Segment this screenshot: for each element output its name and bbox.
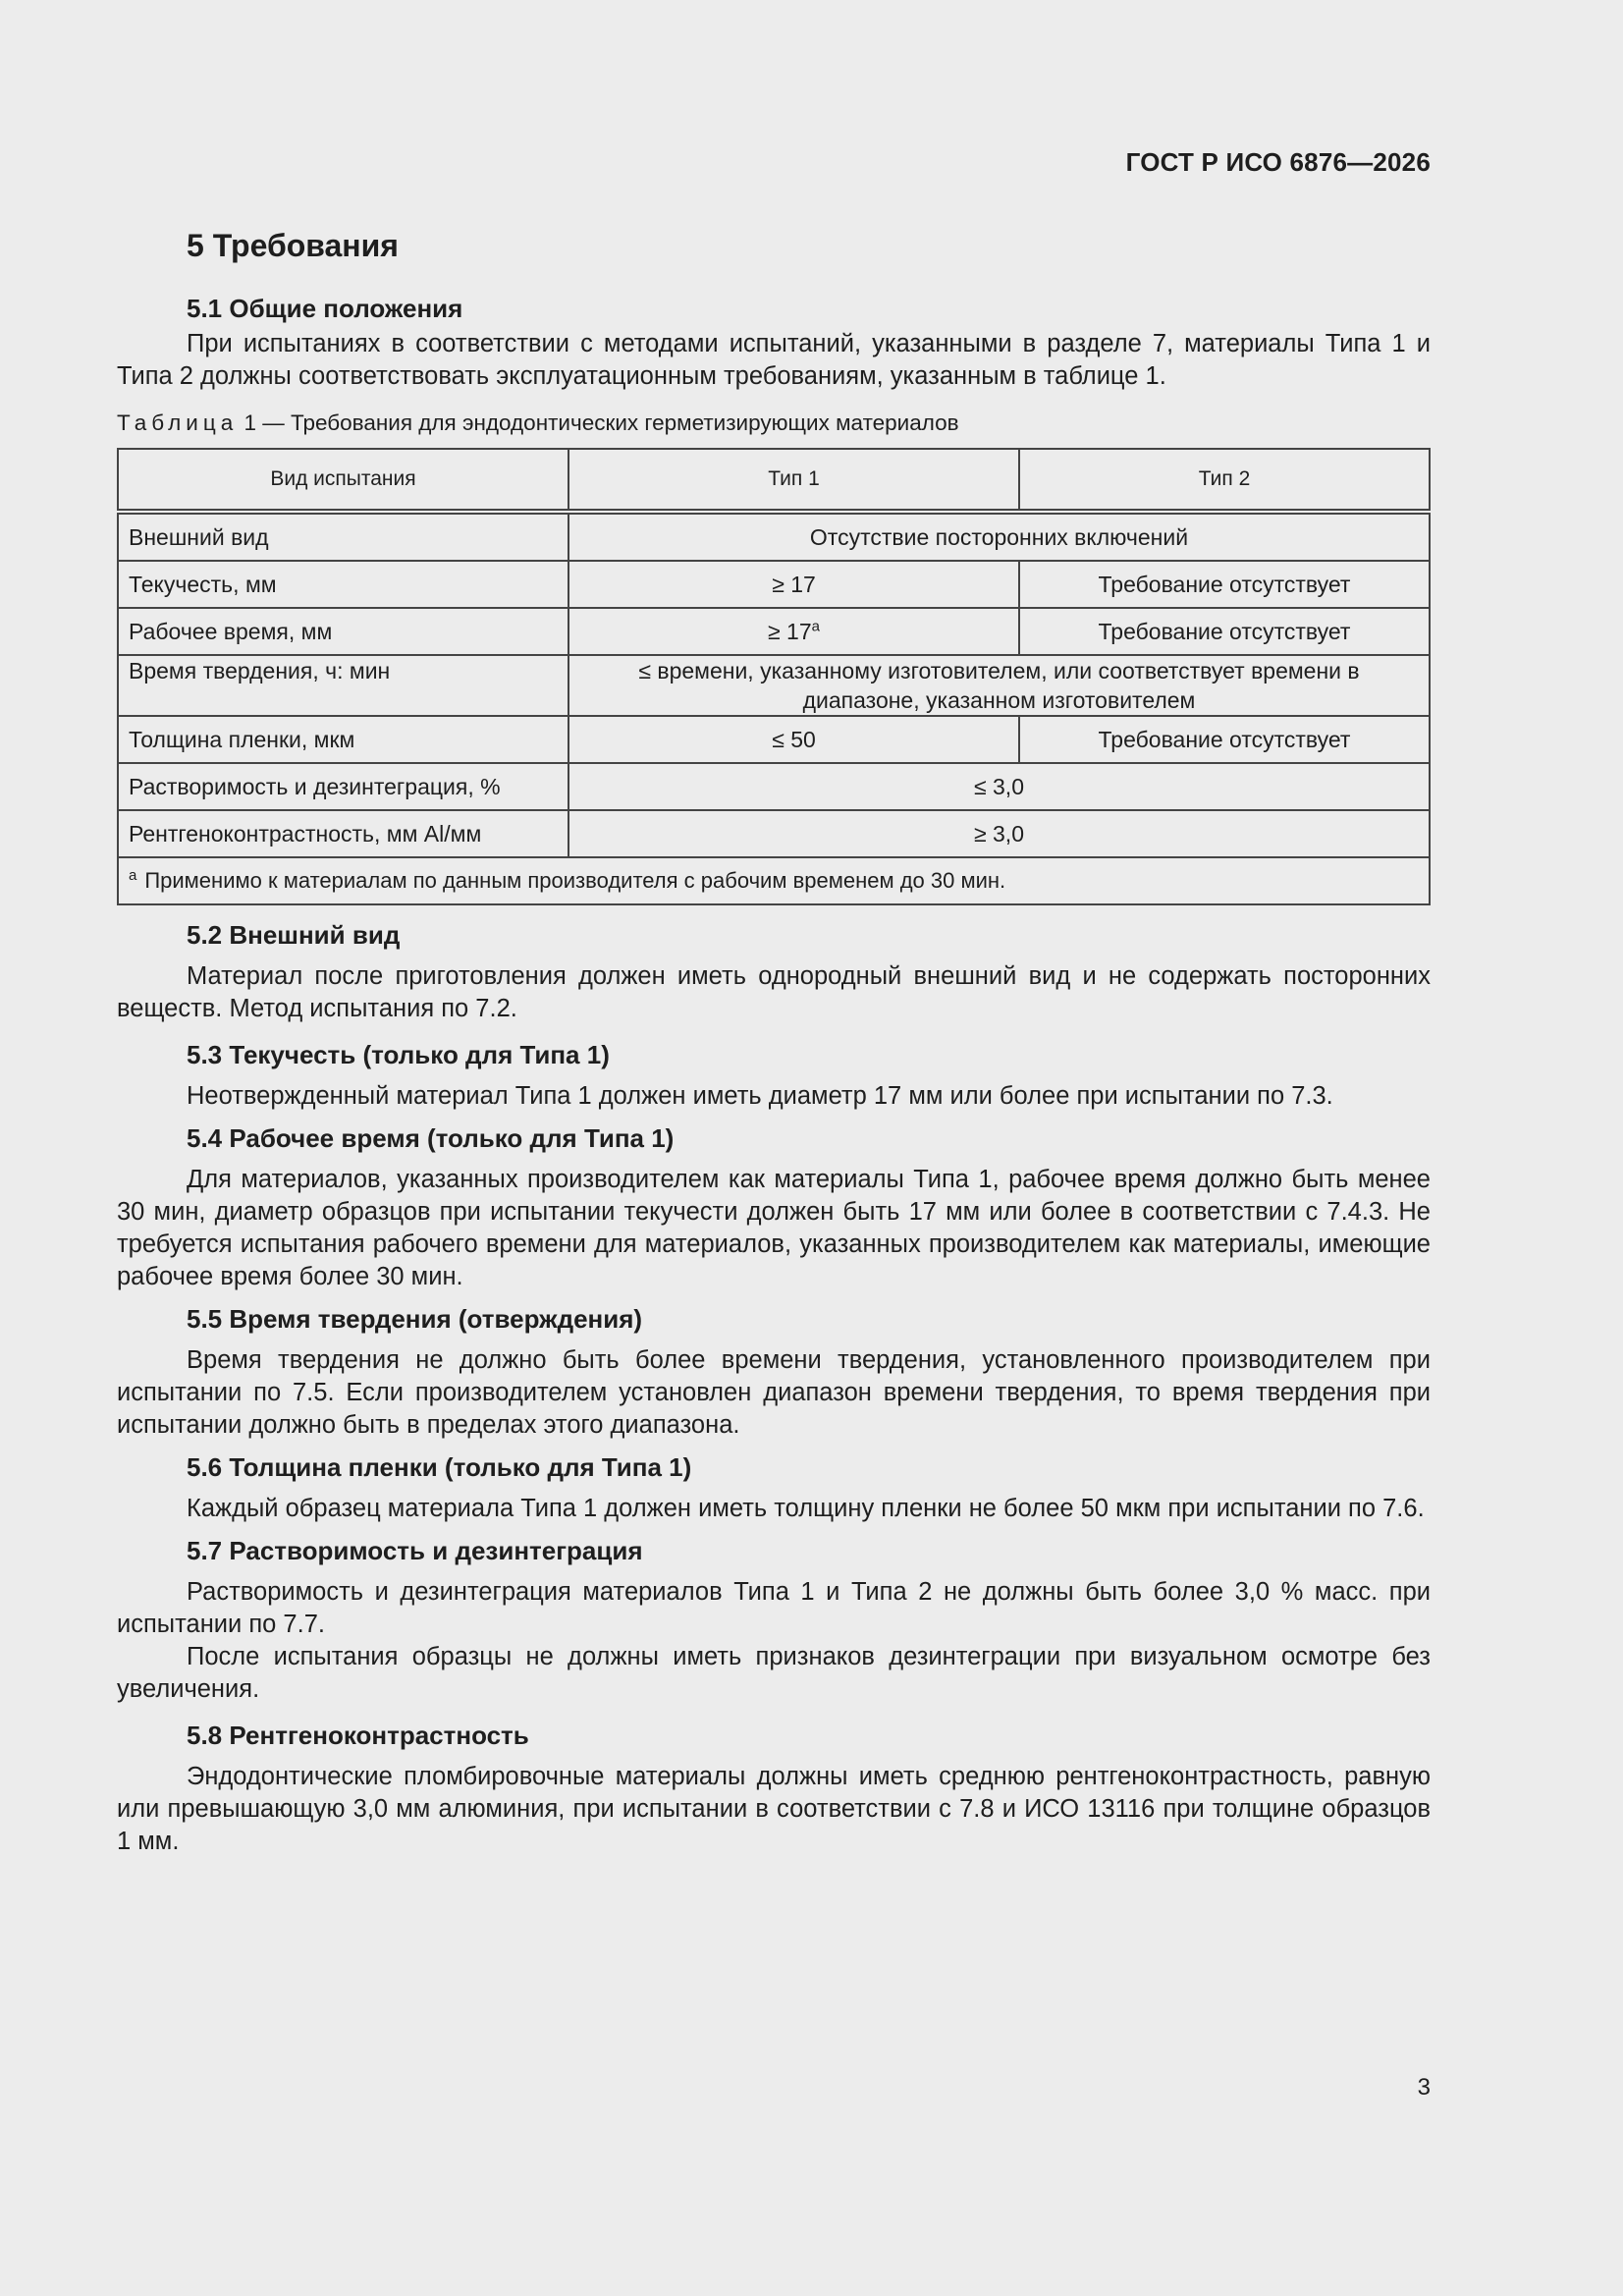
subsection-title-5-5: 5.5 Время твердения (отверждения) <box>187 1304 643 1334</box>
table-row <box>118 608 1430 655</box>
subsection-title-5-3: 5.3 Текучесть (только для Типа 1) <box>187 1040 610 1069</box>
table-footnote-row <box>118 857 1430 904</box>
table-row <box>118 716 1430 763</box>
document-code: ГОСТ Р ИСО 6876—2026 <box>1125 147 1431 177</box>
row-value-type-1: ≥ 17 <box>568 561 1019 608</box>
subsection-title-5-7: 5.7 Растворимость и дезинтеграция <box>187 1536 643 1565</box>
row-test: Внешний вид <box>118 512 568 561</box>
paragraph-5-6: Каждый образец материала Типа 1 должен иметь толщину пленки не более 50 мкм при испытании по 7.6. <box>187 1495 1425 1522</box>
table-footnote <box>118 857 1430 904</box>
row-value-both: ≤ 3,0 <box>568 763 1430 810</box>
table-row <box>118 655 1430 716</box>
subsection-title-5-8: 5.8 Рентгеноконтрастность <box>187 1721 529 1750</box>
paragraph-5-4: Для материалов, указанных производителем как материалы Типа 1, рабочее время должно быть менее 30 мин, диаметр образцов при испытании текучести должен быть 17 мм или более в соответствии с 7.4.3. Не требуется испытания рабочего времени для материалов, указанных производителем как материалы, имеющие рабочее время более 30 мин. <box>117 1166 1431 1290</box>
row-value-both: ≤ времени, указанному изготовителем, или соответствует времени в диапазоне, указанном изготовителем <box>568 655 1430 716</box>
row-value-type-1: ≤ 50 <box>568 716 1019 763</box>
header-type-2: Тип 2 <box>1019 449 1430 512</box>
paragraph-5-7-a: Растворимость и дезинтеграция материалов Типа 1 и Типа 2 не должны быть более 3,0 % масс. при испытании по 7.7. <box>117 1578 1431 1638</box>
paragraph-5-3: Неотвержденный материал Типа 1 должен иметь диаметр 17 мм или более при испытании по 7.3. <box>187 1082 1333 1110</box>
table-caption-text: 1 — Требования для эндодонтических герметизирующих материалов <box>238 410 959 435</box>
row-value-type-2: Требование отсутствует <box>1019 608 1430 655</box>
paragraph-5-8: Эндодонтические пломбировочные материалы должны иметь среднюю рентгеноконтрастность, равную или превышающую 3,0 мм алюминия, при испытании в соответствии с 7.8 и ИСО 13116 при толщине образцов 1 мм. <box>117 1763 1431 1855</box>
table-row <box>118 512 1430 561</box>
row-test: Текучесть, мм <box>118 561 568 608</box>
requirements-table <box>117 448 1431 905</box>
table-row <box>118 763 1430 810</box>
subsection-title-5-1: 5.1 Общие положения <box>187 294 463 323</box>
page-number: 3 <box>1417 2074 1431 2101</box>
subsection-title-5-2: 5.2 Внешний вид <box>187 920 401 950</box>
row-test: Время твердения, ч: мин <box>118 655 568 716</box>
paragraph-5-2: Материал после приготовления должен иметь однородный внешний вид и не содержать посторонних веществ. Метод испытания по 7.2. <box>117 962 1431 1022</box>
row-value-type-2: Требование отсутствует <box>1019 716 1430 763</box>
row-test: Рабочее время, мм <box>118 608 568 655</box>
row-test: Растворимость и дезинтеграция, % <box>118 763 568 810</box>
paragraph-5-5: Время твердения не должно быть более времени твердения, установленного производителем при испытании по 7.5. Если производителем установлен диапазон времени твердения, то время твердения при испытании должно быть в пределах этого диапазона. <box>117 1346 1431 1439</box>
subsection-title-5-6: 5.6 Толщина пленки (только для Типа 1) <box>187 1452 692 1482</box>
row-value-type-1 <box>568 608 1019 655</box>
paragraph-5-7-b: После испытания образцы не должны иметь признаков дезинтеграции при визуальном осмотре без увеличения. <box>117 1643 1431 1703</box>
row-test: Рентгеноконтрастность, мм Al/мм <box>118 810 568 857</box>
table-header-row <box>118 449 1430 512</box>
footnote-mark: a <box>129 866 137 884</box>
header-test-type: Вид испытания <box>118 449 568 512</box>
section-title: 5 Требования <box>187 228 399 263</box>
table-row <box>118 561 1430 608</box>
paragraph-5-1: При испытаниях в соответствии с методами испытаний, указанными в разделе 7, материалы Типа 1 и Типа 2 должны соответствовать эксплуатационным требованиям, указанным в таблице 1. <box>117 330 1431 390</box>
row-value-type-2: Требование отсутствует <box>1019 561 1430 608</box>
subsection-title-5-4: 5.4 Рабочее время (только для Типа 1) <box>187 1123 675 1153</box>
footnote-ref: a <box>811 618 820 635</box>
table-caption <box>117 409 1431 438</box>
table-row <box>118 810 1430 857</box>
row-value-both: ≥ 3,0 <box>568 810 1430 857</box>
page-content <box>117 218 1431 1858</box>
table-caption-label: Таблица <box>117 410 239 435</box>
row-test: Толщина пленки, мкм <box>118 716 568 763</box>
row-value-text: ≥ 17 <box>768 619 812 644</box>
footnote-text: Применимо к материалам по данным производителя с рабочим временем до 30 мин. <box>144 868 1006 893</box>
row-value-both: Отсутствие посторонних включений <box>568 512 1430 561</box>
header-type-1: Тип 1 <box>568 449 1019 512</box>
